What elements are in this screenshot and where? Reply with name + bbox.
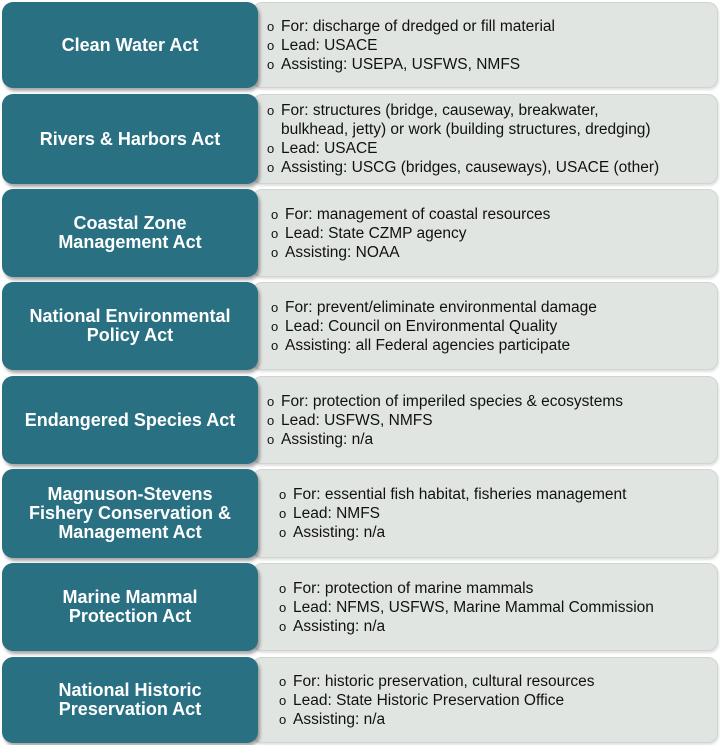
act-detail-text: Lead: State Historic Preservation Office <box>293 691 565 709</box>
act-detail-item <box>267 36 711 55</box>
bullet-circle-icon: o <box>271 225 279 241</box>
act-detail-text: Assisting: USCG (bridges, causeways), USACE (other) <box>281 159 660 176</box>
bullet-circle-icon: o <box>271 206 279 222</box>
bullet-circle-icon: o <box>267 393 275 409</box>
act-detail-item <box>271 336 711 355</box>
bullet-circle-icon: o <box>267 103 275 118</box>
bullet-circle-icon: o <box>279 506 287 521</box>
act-title: Coastal Zone Management Act <box>2 189 258 277</box>
act-detail-item <box>271 224 711 243</box>
act-detail-item <box>279 523 711 542</box>
act-description-box <box>252 657 718 743</box>
act-description-box <box>252 2 718 88</box>
act-detail-text: Lead: USACE <box>281 140 378 157</box>
bullet-circle-icon: o <box>279 711 287 727</box>
act-detail-item <box>279 691 711 710</box>
bullet-circle-icon: o <box>267 18 275 34</box>
bullet-circle-icon: o <box>267 141 275 156</box>
act-detail-text: Assisting: n/a <box>293 617 386 635</box>
act-detail-item <box>279 598 711 617</box>
act-detail-item <box>279 485 711 504</box>
act-description-box <box>252 94 718 184</box>
act-title: Endangered Species Act <box>2 376 258 464</box>
act-description-box <box>252 563 718 651</box>
act-detail-text: Assisting: USEPA, USFWS, NMFS <box>281 55 521 73</box>
act-detail-text: For: management of coastal resources <box>285 205 551 223</box>
act-row <box>0 2 720 88</box>
act-detail-text: Lead: NFMS, USFWS, Marine Mammal Commission <box>293 598 654 616</box>
act-detail-item <box>267 158 711 177</box>
act-detail-item <box>267 430 711 449</box>
act-row <box>0 282 720 370</box>
act-row <box>0 376 720 464</box>
act-detail-item <box>279 710 711 729</box>
act-detail-text: Assisting: all Federal agencies participate <box>285 336 571 354</box>
act-detail-item <box>271 317 711 336</box>
bullet-circle-icon: o <box>271 299 279 315</box>
act-detail-text: Assisting: n/a <box>293 524 386 541</box>
act-row <box>0 94 720 184</box>
act-detail-item <box>267 101 711 139</box>
bullet-circle-icon: o <box>279 599 287 615</box>
act-title: Marine Mammal Protection Act <box>2 563 258 651</box>
bullet-circle-icon: o <box>271 337 279 353</box>
act-detail-item <box>267 411 711 430</box>
act-detail-text: Assisting: n/a <box>281 430 374 448</box>
act-title: Magnuson-Stevens Fishery Conservation & Management Act <box>2 469 258 558</box>
act-detail-text: For: structures (bridge, causeway, breakwater, bulkhead, jetty) or work (building structures, dredging) <box>281 102 651 138</box>
bullet-circle-icon: o <box>279 673 287 689</box>
act-title: Rivers & Harbors Act <box>2 94 258 184</box>
act-row <box>0 657 720 743</box>
bullet-circle-icon: o <box>267 412 275 428</box>
act-detail-text: For: discharge of dredged or fill material <box>281 17 555 35</box>
bullet-circle-icon: o <box>267 160 275 175</box>
act-detail-item <box>271 298 711 317</box>
act-detail-item <box>279 579 711 598</box>
act-detail-text: For: prevent/eliminate environmental damage <box>285 298 597 316</box>
act-detail-text: Lead: State CZMP agency <box>285 224 467 242</box>
act-description-box <box>252 469 718 558</box>
act-detail-text: Lead: USACE <box>281 36 378 54</box>
act-detail-item <box>271 243 711 262</box>
act-title: Clean Water Act <box>2 2 258 88</box>
act-detail-text: Lead: Council on Environmental Quality <box>285 317 558 335</box>
act-title: National Historic Preservation Act <box>2 657 258 743</box>
act-detail-text: Assisting: n/a <box>293 710 386 728</box>
act-detail-item <box>279 672 711 691</box>
act-detail-item <box>271 205 711 224</box>
act-detail-text: Lead: NMFS <box>293 505 381 522</box>
act-detail-text: Lead: USFWS, NMFS <box>281 411 433 429</box>
act-detail-text: Assisting: NOAA <box>285 243 400 261</box>
act-detail-text: For: protection of marine mammals <box>293 579 534 597</box>
bullet-circle-icon: o <box>279 692 287 708</box>
bullet-circle-icon: o <box>267 56 275 72</box>
act-detail-item <box>267 17 711 36</box>
bullet-circle-icon: o <box>267 37 275 53</box>
act-detail-item <box>267 139 711 158</box>
act-detail-item <box>267 392 711 411</box>
bullet-circle-icon: o <box>271 244 279 260</box>
act-row <box>0 189 720 277</box>
act-detail-item <box>279 617 711 636</box>
act-title: National Environmental Policy Act <box>2 282 258 370</box>
act-description-box <box>252 282 718 370</box>
bullet-circle-icon: o <box>279 525 287 540</box>
act-detail-text: For: protection of imperiled species & ecosystems <box>281 392 623 410</box>
bullet-circle-icon: o <box>267 431 275 447</box>
bullet-circle-icon: o <box>271 318 279 334</box>
act-row <box>0 469 720 558</box>
act-description-box <box>252 189 718 277</box>
act-detail-item <box>267 55 711 74</box>
bullet-circle-icon: o <box>279 580 287 596</box>
act-detail-item <box>279 504 711 523</box>
bullet-circle-icon: o <box>279 487 287 502</box>
act-row <box>0 563 720 651</box>
act-detail-text: For: essential fish habitat, fisheries management <box>293 486 627 503</box>
bullet-circle-icon: o <box>279 618 287 634</box>
act-detail-text: For: historic preservation, cultural resources <box>293 672 595 690</box>
act-description-box <box>252 376 718 464</box>
